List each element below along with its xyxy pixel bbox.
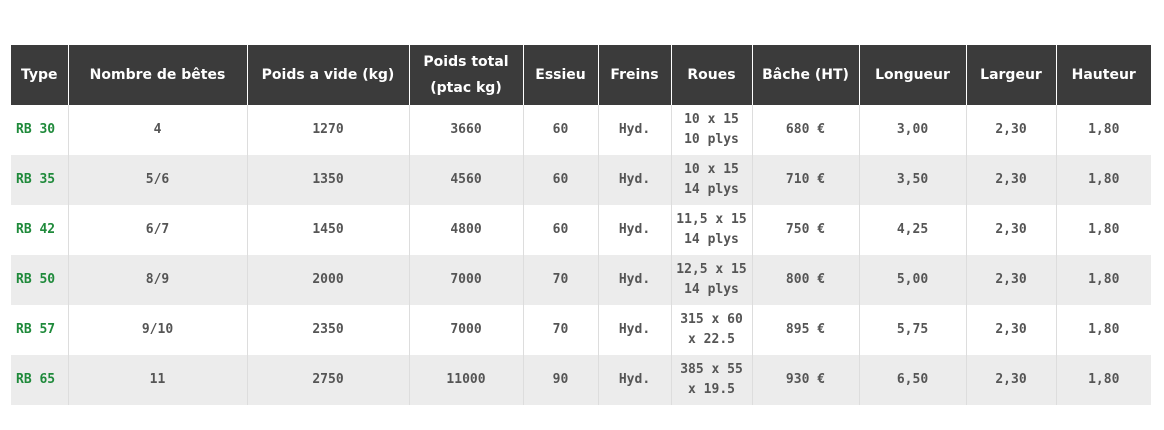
cell-longueur: 6,50 xyxy=(859,355,966,405)
cell-poids-total: 3660 xyxy=(409,105,523,155)
cell-type: RB 30 xyxy=(11,105,68,155)
table-row xyxy=(11,355,1151,405)
header-freins: Freins xyxy=(598,45,671,105)
cell-poids-vide: 2350 xyxy=(247,305,409,355)
cell-essieu: 90 xyxy=(523,355,598,405)
cell-poids-vide: 1270 xyxy=(247,105,409,155)
cell-bache: 750 € xyxy=(752,205,859,255)
cell-roues-line2: 10 plys xyxy=(684,132,739,147)
cell-roues xyxy=(671,355,752,405)
cell-nombre-betes: 6/7 xyxy=(68,205,247,255)
cell-type: RB 65 xyxy=(11,355,68,405)
cell-freins: Hyd. xyxy=(598,105,671,155)
cell-roues-line1: 11,5 x 15 xyxy=(676,212,747,227)
cell-type: RB 42 xyxy=(11,205,68,255)
cell-freins: Hyd. xyxy=(598,305,671,355)
cell-essieu: 60 xyxy=(523,205,598,255)
cell-roues xyxy=(671,305,752,355)
cell-poids-total: 4800 xyxy=(409,205,523,255)
header-hauteur: Hauteur xyxy=(1056,45,1151,105)
cell-hauteur: 1,80 xyxy=(1056,355,1151,405)
cell-bache: 800 € xyxy=(752,255,859,305)
cell-essieu: 60 xyxy=(523,105,598,155)
header-roues: Roues xyxy=(671,45,752,105)
cell-poids-vide: 1350 xyxy=(247,155,409,205)
cell-nombre-betes: 8/9 xyxy=(68,255,247,305)
table-header xyxy=(11,45,1151,105)
cell-poids-vide: 2750 xyxy=(247,355,409,405)
cell-essieu: 70 xyxy=(523,305,598,355)
cell-longueur: 5,75 xyxy=(859,305,966,355)
cell-longueur: 3,00 xyxy=(859,105,966,155)
table-row xyxy=(11,155,1151,205)
cell-poids-total: 7000 xyxy=(409,305,523,355)
cell-hauteur: 1,80 xyxy=(1056,305,1151,355)
cell-poids-total: 4560 xyxy=(409,155,523,205)
cell-essieu: 70 xyxy=(523,255,598,305)
cell-essieu: 60 xyxy=(523,155,598,205)
header-bache: Bâche (HT) xyxy=(752,45,859,105)
cell-longueur: 5,00 xyxy=(859,255,966,305)
cell-largeur: 2,30 xyxy=(966,155,1056,205)
cell-roues-line2: 14 plys xyxy=(684,182,739,197)
header-essieu: Essieu xyxy=(523,45,598,105)
cell-largeur: 2,30 xyxy=(966,255,1056,305)
cell-poids-vide: 1450 xyxy=(247,205,409,255)
cell-poids-total: 7000 xyxy=(409,255,523,305)
cell-nombre-betes: 5/6 xyxy=(68,155,247,205)
cell-nombre-betes: 11 xyxy=(68,355,247,405)
cell-poids-total: 11000 xyxy=(409,355,523,405)
cell-type: RB 35 xyxy=(11,155,68,205)
cell-roues xyxy=(671,155,752,205)
cell-hauteur: 1,80 xyxy=(1056,205,1151,255)
cell-roues-line2: 14 plys xyxy=(684,282,739,297)
cell-freins: Hyd. xyxy=(598,155,671,205)
header-poids-vide: Poids a vide (kg) xyxy=(247,45,409,105)
cell-type: RB 57 xyxy=(11,305,68,355)
table-row xyxy=(11,205,1151,255)
spec-table xyxy=(11,45,1151,405)
cell-poids-vide: 2000 xyxy=(247,255,409,305)
cell-roues-line1: 12,5 x 15 xyxy=(676,262,747,277)
cell-type: RB 50 xyxy=(11,255,68,305)
cell-roues-line1: 385 x 55 xyxy=(680,362,743,377)
cell-roues xyxy=(671,255,752,305)
cell-bache: 680 € xyxy=(752,105,859,155)
header-largeur: Largeur xyxy=(966,45,1056,105)
cell-nombre-betes: 9/10 xyxy=(68,305,247,355)
table-body xyxy=(11,105,1151,405)
cell-hauteur: 1,80 xyxy=(1056,105,1151,155)
cell-roues-line2: x 19.5 xyxy=(688,382,735,397)
cell-hauteur: 1,80 xyxy=(1056,155,1151,205)
cell-bache: 895 € xyxy=(752,305,859,355)
cell-largeur: 2,30 xyxy=(966,355,1056,405)
table-row xyxy=(11,105,1151,155)
cell-roues-line2: 14 plys xyxy=(684,232,739,247)
cell-nombre-betes: 4 xyxy=(68,105,247,155)
cell-bache: 930 € xyxy=(752,355,859,405)
cell-roues-line1: 10 x 15 xyxy=(684,162,739,177)
cell-roues-line1: 315 x 60 xyxy=(680,312,743,327)
cell-bache: 710 € xyxy=(752,155,859,205)
cell-largeur: 2,30 xyxy=(966,305,1056,355)
cell-longueur: 3,50 xyxy=(859,155,966,205)
cell-freins: Hyd. xyxy=(598,255,671,305)
cell-longueur: 4,25 xyxy=(859,205,966,255)
cell-freins: Hyd. xyxy=(598,205,671,255)
spec-table-container xyxy=(11,45,1151,405)
header-poids-total xyxy=(409,45,523,105)
header-nombre-betes: Nombre de bêtes xyxy=(68,45,247,105)
table-row xyxy=(11,255,1151,305)
cell-freins: Hyd. xyxy=(598,355,671,405)
header-type: Type xyxy=(11,45,68,105)
header-poids-total-line1: Poids total xyxy=(423,54,509,70)
header-poids-total-line2: (ptac kg) xyxy=(430,80,502,96)
cell-roues-line2: x 22.5 xyxy=(688,332,735,347)
cell-roues-line1: 10 x 15 xyxy=(684,112,739,127)
header-row xyxy=(11,45,1151,105)
cell-roues xyxy=(671,205,752,255)
table-row xyxy=(11,305,1151,355)
cell-largeur: 2,30 xyxy=(966,105,1056,155)
cell-hauteur: 1,80 xyxy=(1056,255,1151,305)
cell-roues xyxy=(671,105,752,155)
cell-largeur: 2,30 xyxy=(966,205,1056,255)
header-longueur: Longueur xyxy=(859,45,966,105)
